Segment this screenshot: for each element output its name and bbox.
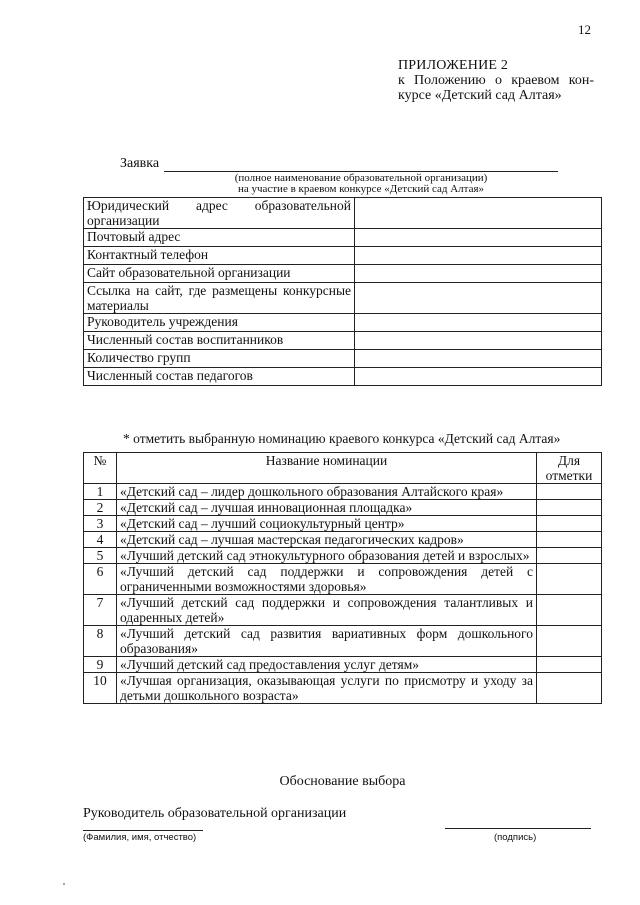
row-num: 4 — [84, 532, 117, 548]
info-value[interactable] — [355, 350, 602, 368]
row-mark-cell[interactable] — [537, 673, 602, 704]
row-mark-cell[interactable] — [537, 657, 602, 673]
info-value[interactable] — [355, 265, 602, 283]
info-row-teachers-count — [84, 368, 602, 386]
info-value[interactable] — [355, 283, 602, 314]
info-label: Сайт образовательной организации — [84, 265, 355, 283]
table-row — [84, 532, 602, 548]
table-row — [84, 626, 602, 657]
fio-fill-line[interactable] — [83, 830, 203, 831]
row-num: 10 — [84, 673, 117, 704]
info-table — [83, 197, 602, 386]
nominations-table — [83, 452, 602, 704]
row-name: «Детский сад – лидер дошкольного образования Алтайского края» — [117, 484, 537, 500]
row-name: «Детский сад – лучшая инновационная площадка» — [117, 500, 537, 516]
row-num: 1 — [84, 484, 117, 500]
row-name: «Лучший детский сад поддержки и сопровождения талантливых и одаренных детей» — [117, 595, 537, 626]
row-name: «Лучший детский сад предоставления услуг детям» — [117, 657, 537, 673]
row-name: «Детский сад – лучшая мастерская педагогических кадров» — [117, 532, 537, 548]
row-name: «Детский сад – лучший социокультурный центр» — [117, 516, 537, 532]
nomination-note: * отметить выбранную номинацию краевого конкурса «Детский сад Алтая» — [123, 431, 561, 446]
info-row-groups-count — [84, 350, 602, 368]
row-num: 8 — [84, 626, 117, 657]
info-row-phone — [84, 247, 602, 265]
table-row — [84, 548, 602, 564]
info-label: Контактный телефон — [84, 247, 355, 265]
table-row — [84, 484, 602, 500]
row-mark-cell[interactable] — [537, 500, 602, 516]
table-row — [84, 657, 602, 673]
row-num: 5 — [84, 548, 117, 564]
request-hint-1: (полное наименование образовательной организации) — [234, 172, 488, 184]
info-label: Почтовый адрес — [84, 229, 355, 247]
row-num: 3 — [84, 516, 117, 532]
info-value[interactable] — [355, 332, 602, 350]
info-value[interactable] — [355, 247, 602, 265]
row-mark-cell[interactable] — [537, 626, 602, 657]
info-value[interactable] — [355, 229, 602, 247]
row-name: «Лучший детский сад этнокультурного образования детей и взрослых» — [117, 548, 537, 564]
request-label: Заявка — [120, 156, 160, 171]
justification-heading: Обоснование выбора — [279, 774, 406, 789]
page-number: 12 — [578, 22, 591, 37]
table-row — [84, 516, 602, 532]
director-label: Руководитель образовательной организации — [83, 806, 347, 821]
info-value[interactable] — [355, 314, 602, 332]
info-value[interactable] — [355, 368, 602, 386]
appendix-line-2: к Положению о краевом кон- — [398, 73, 594, 88]
info-value[interactable] — [355, 198, 602, 229]
fio-caption: (Фамилия, имя, отчество) — [83, 832, 197, 843]
info-label: Руководитель учреждения — [84, 314, 355, 332]
row-mark-cell[interactable] — [537, 564, 602, 595]
info-row-website — [84, 265, 602, 283]
info-row-legal-address — [84, 198, 602, 229]
info-row-postal-address — [84, 229, 602, 247]
row-num: 2 — [84, 500, 117, 516]
table-row — [84, 500, 602, 516]
row-num: 6 — [84, 564, 117, 595]
row-mark-cell[interactable] — [537, 516, 602, 532]
row-num: 7 — [84, 595, 117, 626]
info-row-materials-link — [84, 283, 602, 314]
table-row — [84, 595, 602, 626]
row-name: «Лучшая организация, оказывающая услуги по присмотру и уходу за детьми дошкольного возраста» — [117, 673, 537, 704]
info-label: Численный состав воспитанников — [84, 332, 355, 350]
table-row — [84, 673, 602, 704]
header-mark: Для отметки — [537, 453, 602, 484]
appendix-header — [398, 58, 594, 103]
scan-speck — [63, 883, 65, 885]
signature-caption: (подпись) — [494, 832, 537, 843]
header-num: № — [84, 453, 117, 484]
row-mark-cell[interactable] — [537, 484, 602, 500]
table-row — [84, 564, 602, 595]
info-label: Численный состав педагогов — [84, 368, 355, 386]
appendix-title: ПРИЛОЖЕНИЕ 2 — [398, 58, 509, 73]
info-label: Ссылка на сайт, где размещены конкурсные материалы — [84, 283, 355, 314]
nominations-header-row — [84, 453, 602, 484]
info-row-director — [84, 314, 602, 332]
row-num: 9 — [84, 657, 117, 673]
signature-fill-line[interactable] — [445, 828, 591, 829]
row-name: «Лучший детский сад поддержки и сопровождения детей с ограниченными возможностями здоровья» — [117, 564, 537, 595]
appendix-line-3: курсе «Детский сад Алтая» — [398, 88, 562, 103]
request-hint-2: на участие в краевом конкурсе «Детский сад Алтая» — [237, 183, 485, 195]
header-name: Название номинации — [117, 453, 537, 484]
row-name: «Лучший детский сад развития вариативных форм дошкольного образования» — [117, 626, 537, 657]
row-mark-cell[interactable] — [537, 548, 602, 564]
info-row-pupils-count — [84, 332, 602, 350]
row-mark-cell[interactable] — [537, 595, 602, 626]
info-label: Количество групп — [84, 350, 355, 368]
row-mark-cell[interactable] — [537, 532, 602, 548]
info-label: Юридический адрес образовательной организации — [84, 198, 355, 229]
